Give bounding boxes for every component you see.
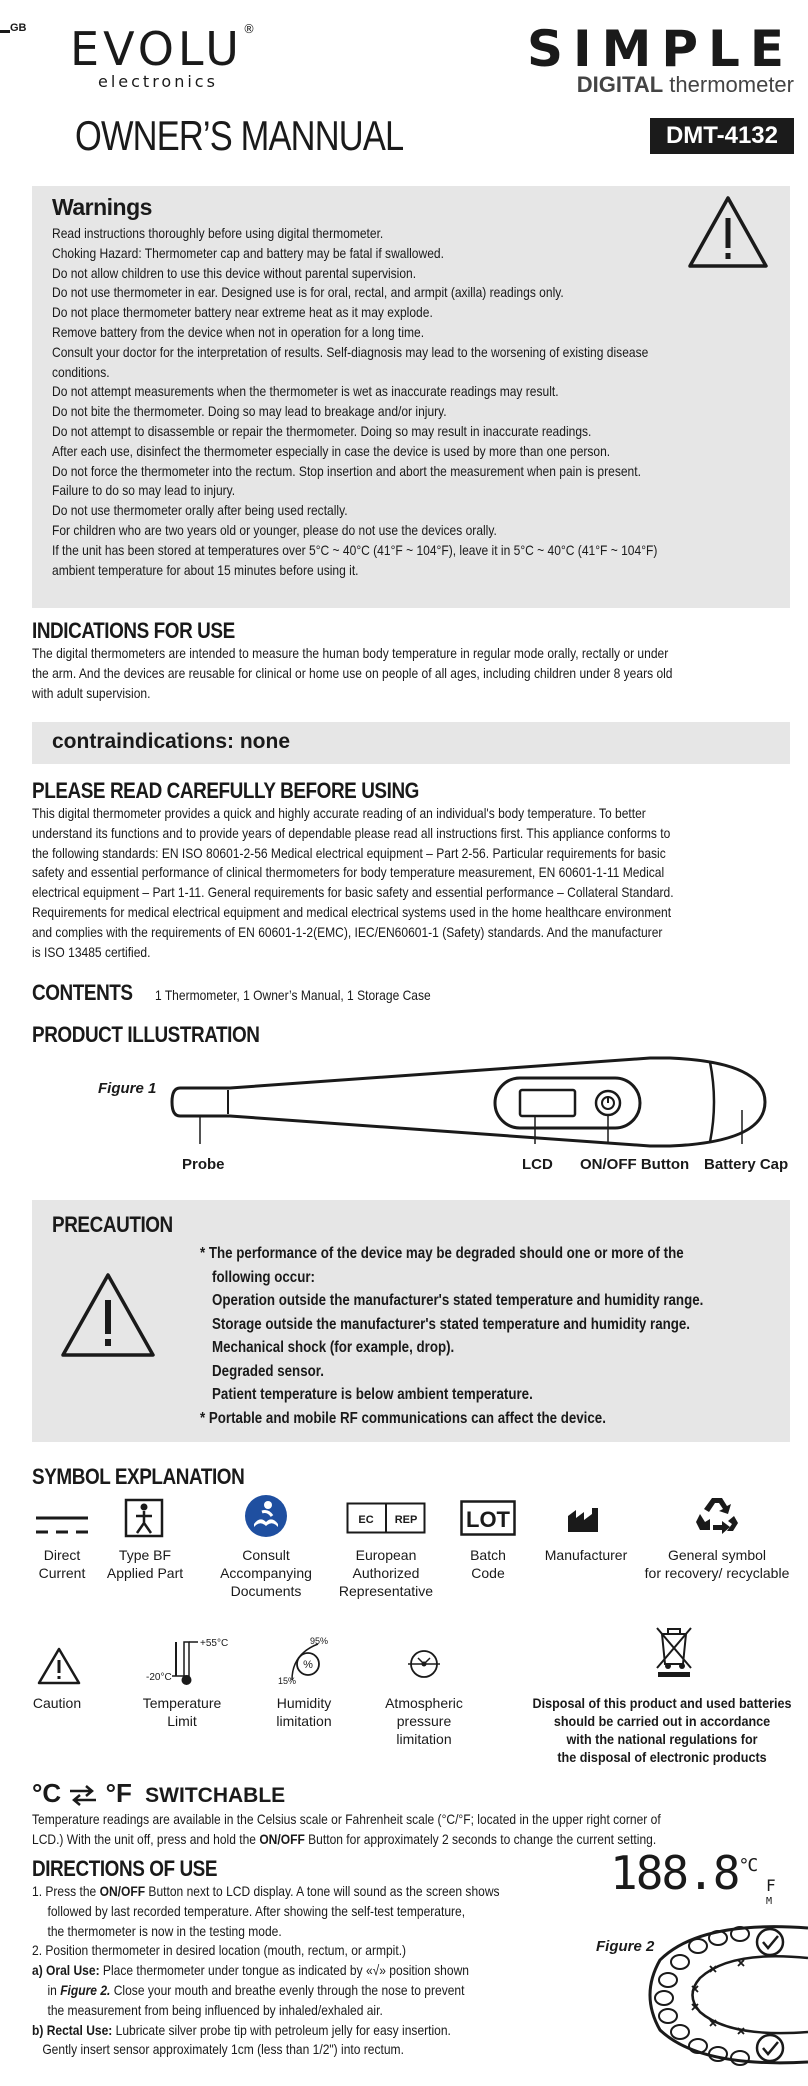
document-title: OWNER’S MANNUAL xyxy=(75,112,404,159)
warning-line: Do not use thermometer in ear. Designed use is for oral, rectal, and armpit (axilla) readings only. xyxy=(52,284,564,301)
model-badge: DMT-4132 xyxy=(650,118,794,154)
read-carefully-line: Requirements for medical electrical equipment and medical electrical systems used in the home healthcare environment xyxy=(32,903,672,920)
precaution-line: Degraded sensor. xyxy=(212,1362,324,1380)
symbols-title: SYMBOL EXPLANATION xyxy=(32,1464,245,1489)
directions-steps: 1. Press the ON/OFF Button next to LCD display. A tone will sound as the screen shows followed by last recorded temperature. After showing the self-test temperature, the thermometer is now in the testing mode. 2. Position thermometer in desired location (mouth, rectum, or armpit.) a) Oral Use: Place thermometer under tongue as indicated by «√» position shown in Figure 2. Close your mouth and breathe evenly through the nose to prevent the measurement from being influenced by inhaled/exhaled air. b) Rectal Use: Lubricate silver probe tip with petroleum jelly for easy insertion. Gently insert sensor approximately 1cm (less than 1/2") into rectum. xyxy=(32,1883,500,2058)
lcd-self-test-display: $188.8^{^\circ C}$ F M xyxy=(610,1846,774,1907)
svg-text:%: % xyxy=(303,1659,313,1671)
precaution-line: Storage outside the manufacturer's stated temperature and humidity range. xyxy=(212,1315,691,1333)
humidity-icon xyxy=(270,1634,340,1690)
contents-title: CONTENTS xyxy=(32,980,133,1005)
read-carefully-line: safety and essential performance of clinical thermometers for body temperature measurement, EN 60601-1-11 Medical xyxy=(32,864,665,881)
fahrenheit-symbol: °F xyxy=(105,1778,132,1808)
precaution-line: * The performance of the device may be degraded should one or more of the xyxy=(200,1245,684,1262)
brand-logo: EVOLU® xyxy=(70,22,259,76)
illustration-title: PRODUCT ILLUSTRATION xyxy=(32,1022,260,1047)
precaution-line: * Portable and mobile RF communications can affect the device. xyxy=(200,1409,606,1427)
indications-line: with adult supervision. xyxy=(32,684,151,701)
symbol-label-recycle: General symbol for recovery/ recyclable xyxy=(644,1547,790,1581)
figure2-label: Figure 2 xyxy=(596,1938,655,1955)
directions-title: DIRECTIONS OF USE xyxy=(32,1856,218,1881)
svg-text:+55°C: +55°C xyxy=(200,1638,229,1649)
read-carefully-text xyxy=(32,804,674,962)
indications-line: the arm. And the devices are reusable for clinical or home use on people of all ages, including children under 8 years old xyxy=(32,664,673,681)
warning-triangle-icon xyxy=(686,194,770,272)
symbol-label-ec-rep: European Authorized Representative xyxy=(338,1547,434,1599)
warning-line: Choking Hazard: Thermometer cap and battery may be fatal if swallowed. xyxy=(52,244,444,261)
temperature-limit-icon xyxy=(146,1636,236,1690)
recycle-icon xyxy=(694,1494,740,1536)
read-carefully-line: electrical equipment – Part 1-11. General requirements for basic safety and essential performance – Collateral Standard. xyxy=(32,884,674,901)
read-carefully-line: This digital thermometer provides a quick and highly accurate reading of an individual's body temperature. To better xyxy=(32,805,646,821)
warning-line: Do not force the thermometer into the rectum. Stop insertion and abort the measurement when pain is present. xyxy=(52,462,641,479)
precaution-line: Patient temperature is below ambient temperature. xyxy=(212,1386,533,1403)
symbol-label-lot: Batch Code xyxy=(470,1547,506,1581)
symbol-label-direct-current: Direct Current xyxy=(38,1547,86,1581)
warning-line: Do not attempt to disassemble or repair the thermometer. Doing so may result in inaccurate readings. xyxy=(52,422,592,439)
warning-line: Consult your doctor for the interpretation of results. Self-diagnosis may lead to the worsening of existing disease xyxy=(52,343,649,360)
precaution-line: following occur: xyxy=(212,1268,315,1286)
read-carefully-title: PLEASE READ CAREFULLY BEFORE USING xyxy=(32,778,419,803)
warning-line: After each use, disinfect the thermometer especially in case the device is used by more than one person. xyxy=(52,442,611,459)
read-carefully-line: and complies with the requirements of EN 60601-1-2(EMC), IEC/EN60601-1 (Safety) standards. And the manufacturer xyxy=(32,923,663,940)
contraindications-text: contraindications: none xyxy=(52,730,291,753)
product-line-title: SIMPLE xyxy=(526,20,794,78)
svg-text:REP: REP xyxy=(394,1514,418,1526)
warning-line: Do not attempt measurements when the thermometer is wet as inaccurate readings may result. xyxy=(52,383,559,400)
symbol-label-humidity: Humidity limitation xyxy=(276,1695,332,1729)
svg-text:LOT: LOT xyxy=(466,1507,510,1532)
type-bf-icon xyxy=(124,1498,164,1538)
label-lcd: LCD xyxy=(522,1156,553,1173)
label-probe: Probe xyxy=(182,1156,225,1173)
indications-text xyxy=(32,644,673,703)
label-onoff-button: ON/OFF Button xyxy=(580,1156,690,1173)
ec-rep-icon xyxy=(346,1502,426,1534)
celsius-symbol: °C xyxy=(32,1778,62,1808)
label-battery-cap: Battery Cap xyxy=(704,1156,789,1173)
pressure-icon xyxy=(404,1644,444,1684)
warning-line: Remove battery from the device when not in operation for a long time. xyxy=(52,323,425,340)
symbol-label-manufacturer: Manufacturer xyxy=(544,1547,628,1563)
region-code: GB xyxy=(10,22,27,34)
symbol-label-pressure: Atmospheric pressure limitation xyxy=(385,1695,463,1747)
manufacturer-icon xyxy=(566,1506,606,1534)
brand-subtitle: electronics xyxy=(98,72,218,91)
read-carefully-line: is ISO 13485 certified. xyxy=(32,943,151,960)
switch-arrows-icon xyxy=(68,1784,98,1806)
contents-text: 1 Thermometer, 1 Owner’s Manual, 1 Storage Case xyxy=(155,987,431,1003)
figure1-label: Figure 1 xyxy=(98,1080,157,1097)
symbol-label-caution: Caution xyxy=(32,1695,82,1711)
warning-line: Failure to do so may lead to injury. xyxy=(52,482,236,499)
svg-text:EC: EC xyxy=(358,1514,374,1526)
warning-line: Do not bite the thermometer. Doing so may lead to breakage and/or injury. xyxy=(52,403,447,420)
warning-line: For children who are two years old or younger, please do not use the devices orally. xyxy=(52,521,497,538)
warnings-title: Warnings xyxy=(52,194,152,220)
symbol-label-type-bf: Type BF Applied Part xyxy=(106,1547,184,1581)
warning-line: conditions. xyxy=(52,363,110,380)
product-line-subtitle: DIGITAL thermometer xyxy=(576,72,794,97)
warning-line: Do not use thermometer orally after being used rectally. xyxy=(52,502,348,519)
read-carefully-line: the following standards: EN ISO 80601-2-56 Medical electrical equipment – Part 2-56. Particular requirements for basic xyxy=(32,844,666,861)
switchable-title: SWITCHABLE xyxy=(145,1784,286,1807)
caution-icon xyxy=(36,1646,82,1686)
indications-line: The digital thermometers are intended to measure the human body temperature in regular mode orally, rectally or under xyxy=(32,645,669,661)
precaution-line: Operation outside the manufacturer's stated temperature and humidity range. xyxy=(212,1292,704,1309)
read-carefully-line: understand its functions and to provide years of dependable please read all instructions first. This appliance conforms to xyxy=(32,824,671,841)
symbol-label-consult: Consult Accompanying Documents xyxy=(220,1547,312,1599)
warning-line: ambient temperature for about 15 minutes before using it. xyxy=(52,561,359,578)
precaution-title: PRECAUTION xyxy=(52,1212,173,1237)
warning-line: Read instructions thoroughly before using digital thermometer. xyxy=(52,225,384,241)
direct-current-icon xyxy=(34,1510,90,1540)
svg-text:15%: 15% xyxy=(278,1676,297,1686)
thermometer-illustration xyxy=(170,1050,770,1150)
header-rule xyxy=(0,30,10,33)
precaution-list xyxy=(200,1242,703,1430)
consult-documents-icon xyxy=(244,1494,288,1538)
weee-icon xyxy=(654,1624,694,1678)
svg-text:-20°C: -20°C xyxy=(146,1672,172,1683)
lot-icon xyxy=(460,1500,516,1536)
warning-line: If the unit has been stored at temperatures over 5°C ~ 40°C (41°F ~ 104°F), leave it in 5°C ~ 40°C (41°F ~ 104°F) xyxy=(52,541,658,558)
warning-line: Do not allow children to use this device without parental supervision. xyxy=(52,264,417,281)
warnings-list xyxy=(52,224,657,580)
svg-text:95%: 95% xyxy=(310,1636,329,1646)
mouth-diagram xyxy=(640,1920,808,2070)
indications-title: INDICATIONS FOR USE xyxy=(32,618,235,643)
caution-triangle-icon xyxy=(58,1270,158,1362)
symbol-label-weee: Disposal of this product and used batteries should be carried out in accordance with the national regulations for the disposal of electronic products xyxy=(532,1695,792,1765)
switchable-text: Temperature readings are available in the Celsius scale or Fahrenheit scale (°C/°F; located in the upper right corner of LCD.) With the unit off, press and hold the ON/OFF Button for approximately 2 seconds to change the current setting. xyxy=(32,1811,661,1847)
warning-line: Do not place thermometer battery near extreme heat as it may explode. xyxy=(52,304,433,321)
symbol-label-temperature: Temperature Limit xyxy=(142,1695,222,1729)
switchable-heading xyxy=(32,1778,285,1809)
precaution-line: Mechanical shock (for example, drop). xyxy=(212,1339,455,1356)
